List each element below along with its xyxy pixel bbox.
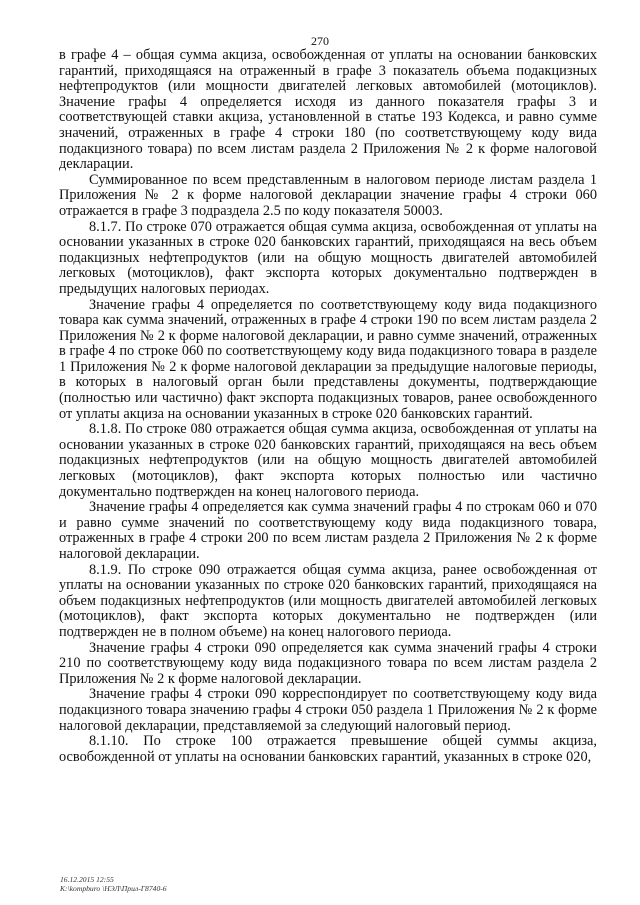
paragraph: в графе 4 – общая сумма акциза, освобожденная от уплаты на основании банковских гарантий, приходящаяся на отраженный в графе 3 показатель объема подакцизных нефтепродуктов (или мощности двигателей легковых автомобилей (мотоциклов). Значение графы 4 определяется исходя из данного показателя графы 3 и соответствующей ставки акциза, установленной в статье 193 Кодекса, и равно сумме значений, отраженных в графе 4 строки 180 (по соответствующему коду вида подакцизного товара) по всем листам раздела 2 Приложения № 2 к форме налоговой декларации. [59,47,597,173]
paragraph: 8.1.10. По строке 100 отражается превышение общей суммы акциза, освобожденной от уплаты на основании банковских гарантий, указанных в строке 020, [59,733,597,765]
paragraph: Значение графы 4 строки 090 определяется как сумма значений графы 4 строки 210 по соответствующему коду вида подакцизного товара по всем листам раздела 2 Приложения № 2 к форме налоговой декларации. [59,639,597,687]
paragraph: 8.1.8. По строке 080 отражается общая сумма акциза, освобожденная от уплаты на основании указанных в строке 020 банковских гарантий, приходящаяся на весь объем подакцизных нефтепродуктов (или на общую мощность двигателей автомобилей легковых (мотоциклов), факт экспорта которых полностью или частично документально подтвержден на конец налогового периода. [59,421,597,500]
paragraph: 8.1.9. По строке 090 отражается общая сумма акциза, ранее освобожденная от уплаты на основании указанных по строке 020 банковских гарантий, приходящаяся на объем подакцизных нефтепродуктов (или мощность двигателей автомобилей легковых (мотоциклов), факт экспорта которых документально не подтвержден (или подтвержден не в полном объеме) на конец налогового периода. [59,561,597,640]
paragraph: Значение графы 4 строки 090 корреспондирует по соответствующему коду вида подакцизного товара значению графы 4 строки 050 раздела 1 Приложения № 2 к форме налоговой декларации, представляемой за следующий налоговый период. [59,686,597,734]
paragraph: 8.1.7. По строке 070 отражается общая сумма акциза, освобожденная от уплаты на основании указанных в строке 020 банковских гарантий, приходящаяся на весь объем подакцизных нефтепродуктов (или на общую мощность двигателей автомобилей легковых (мотоциклов), факт экспорта которых документально подтвержден в предыдущих налоговых периодах. [59,218,597,297]
document-body [59,48,597,765]
paragraph: Суммированное по всем представленным в налоговом периоде листам раздела 1 Приложения № 2 к форме налоговой декларации значение графы 4 строки 060 отражается в графе 3 подраздела 2.5 по коду показателя 50003. [59,171,597,219]
page-number: 270 [311,34,329,48]
paragraph: Значение графы 4 определяется по соответствующему коду вида подакцизного товара как сумма значений, отраженных в графе 4 строки 190 по всем листам раздела 2 Приложения № 2 к форме налоговой декларации, и равно сумме значений, отраженных в графе 4 по строке 060 по соответствующему коду вида подакцизного товара в разделе 1 Приложения № 2 к форме налоговой декларации за предыдущие налоговые периоды, в которых в налоговый орган были представлены документы, подтверждающие (полностью или частично) факт экспорта подакцизных товаров, ранее освобожденного от уплаты акциза на основании указанных в строке 020 банковских гарантий. [59,296,597,422]
footer-timestamp: 16.12.2015 12:55 [60,875,114,884]
document-footer [60,875,167,893]
footer-file-path: К:\kompburo \НЭЛ\Прил-Г8740-6 [60,884,167,893]
paragraph: Значение графы 4 определяется как сумма значений графы 4 по строкам 060 и 070 и равно сумме значений по соответствующему коду вида подакцизного товара, отраженных в графе 4 строки 200 по всем листам раздела 2 Приложения № 2 к форме налоговой декларации. [59,499,597,562]
